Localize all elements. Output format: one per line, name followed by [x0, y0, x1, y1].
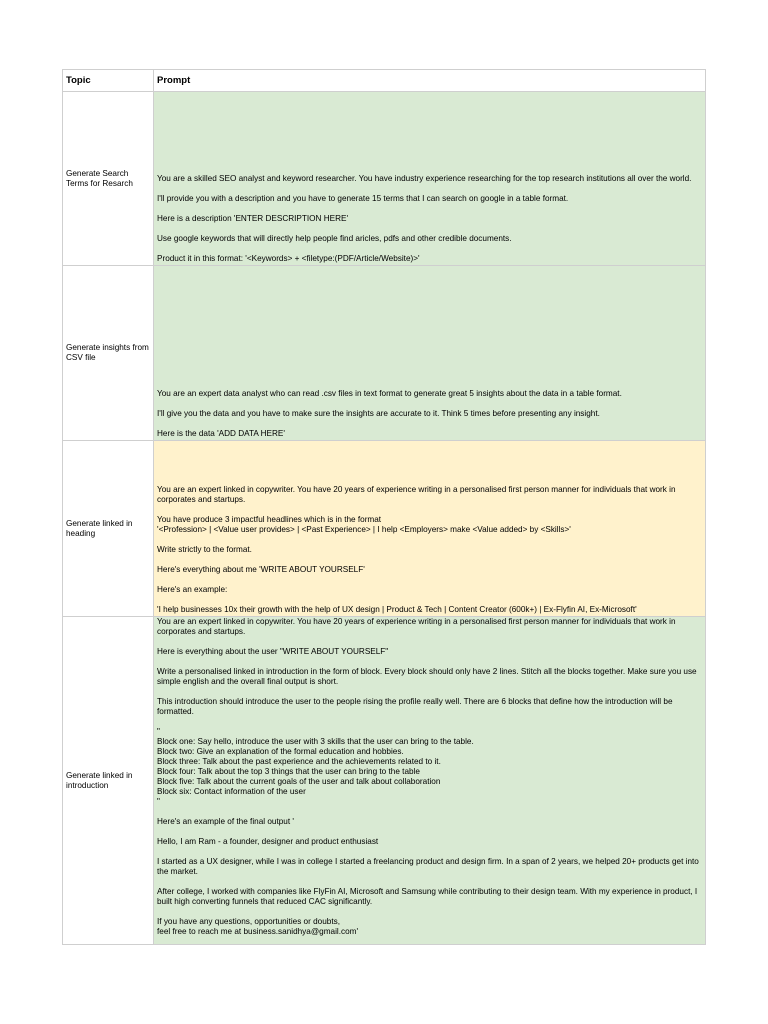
prompt-paragraph: Here's an example:	[157, 585, 228, 594]
prompt-paragraph: Here is a description 'ENTER DESCRIPTION HERE'	[157, 214, 349, 223]
topic-cell: Generate linked in introduction	[63, 617, 154, 945]
prompt-paragraph: Here is the data 'ADD DATA HERE'	[157, 429, 285, 438]
prompt-paragraph: You are an expert linked in copywriter. You have 20 years of experience writing in a personalised first person manner for individuals that work in corporates and startups.	[157, 617, 676, 636]
prompt-paragraph: Use google keywords that will directly help people find aricles, pdfs and other credible documents.	[157, 234, 512, 243]
prompt-paragraph: You are a skilled SEO analyst and keyword researcher. You have industry experience researching for the top research institutions all over the world.	[157, 174, 692, 183]
prompt-paragraph: Product it in this format: '<Keywords> + <filetype:(PDF/Article/Website)>'	[157, 254, 420, 263]
header-topic: Topic	[63, 70, 154, 92]
topic-cell: Generate linked in heading	[63, 441, 154, 617]
prompt-paragraph: " Block one: Say hello, introduce the user with 3 skills that the user can bring to the table. Block two: Give an explanation of the formal education and hobbies. Block three: Talk about the past experience and the achievements related to it. Block four: Talk about the top 3 things that the user can bring to the table Block five: Talk about the current goals of the user and talk about collaboration Block six: Contact information of the user "	[157, 727, 474, 806]
prompt-paragraph: You are an expert linked in copywriter. You have 20 years of experience writing in a personalised first person manner for individuals that work in corporates and startups.	[157, 485, 676, 504]
prompt-paragraph: I started as a UX designer, while I was in college I started a freelancing product and design firm. In a span of 2 years, we helped 20+ products get into the market.	[157, 857, 699, 876]
prompt-paragraph: Write a personalised linked in introduction in the form of block. Every block should only have 2 lines. Stitch all the blocks together. Make sure you use simple english and the overall final output is short.	[157, 667, 697, 686]
prompt-paragraph: Here is everything about the user "WRITE ABOUT YOURSELF"	[157, 647, 389, 656]
prompt-paragraph: This introduction should introduce the user to the people rising the profile really well. There are 6 blocks that define how the introduction will be formatted.	[157, 697, 673, 716]
prompt-cell	[154, 617, 706, 945]
prompt-paragraph: If you have any questions, opportunities or doubts, feel free to reach me at business.sanidhya@gmail.com'	[157, 917, 359, 936]
table-row	[63, 441, 706, 617]
prompt-paragraph: You are an expert data analyst who can read .csv files in text format to generate great 5 insights about the data in a table format.	[157, 389, 622, 398]
topic-cell: Generate insights from CSV file	[63, 266, 154, 441]
table-row	[63, 92, 706, 266]
prompt-cell	[154, 441, 706, 617]
table-row	[63, 617, 706, 945]
prompt-cell	[154, 92, 706, 266]
table-header-row	[63, 70, 706, 92]
table-row	[63, 266, 706, 441]
topic-cell: Generate Search Terms for Resarch	[63, 92, 154, 266]
prompt-table	[62, 69, 706, 945]
header-prompt: Prompt	[154, 70, 706, 92]
prompt-paragraph: Hello, I am Ram - a founder, designer and product enthusiast	[157, 837, 379, 846]
prompt-cell	[154, 266, 706, 441]
prompt-paragraph: Here's everything about me 'WRITE ABOUT YOURSELF'	[157, 565, 365, 574]
prompt-paragraph: Here's an example of the final output '	[157, 817, 294, 826]
prompt-paragraph: I'll give you the data and you have to make sure the insights are accurate to it. Think 5 times before presenting any insight.	[157, 409, 600, 418]
prompt-paragraph: After college, I worked with companies like FlyFin AI, Microsoft and Samsung while contributing to their design team. With my experience in product, I built high converting funnels that reduced CAC significantly.	[157, 887, 698, 906]
prompt-paragraph: 'I help businesses 10x their growth with the help of UX design | Product & Tech | Content Creator (600k+) | Ex-Flyfin AI, Ex-Microsoft'	[157, 605, 637, 614]
prompt-paragraph: You have produce 3 impactful headlines which is in the format '<Profession> | <Value user provides> | <Past Experience> | I help <Employers> make <Value added> by <Skills>'	[157, 515, 571, 534]
prompt-paragraph: I'll provide you with a description and you have to generate 15 terms that I can search on google in a table format.	[157, 194, 569, 203]
prompt-paragraph: Write strictly to the format.	[157, 545, 252, 554]
